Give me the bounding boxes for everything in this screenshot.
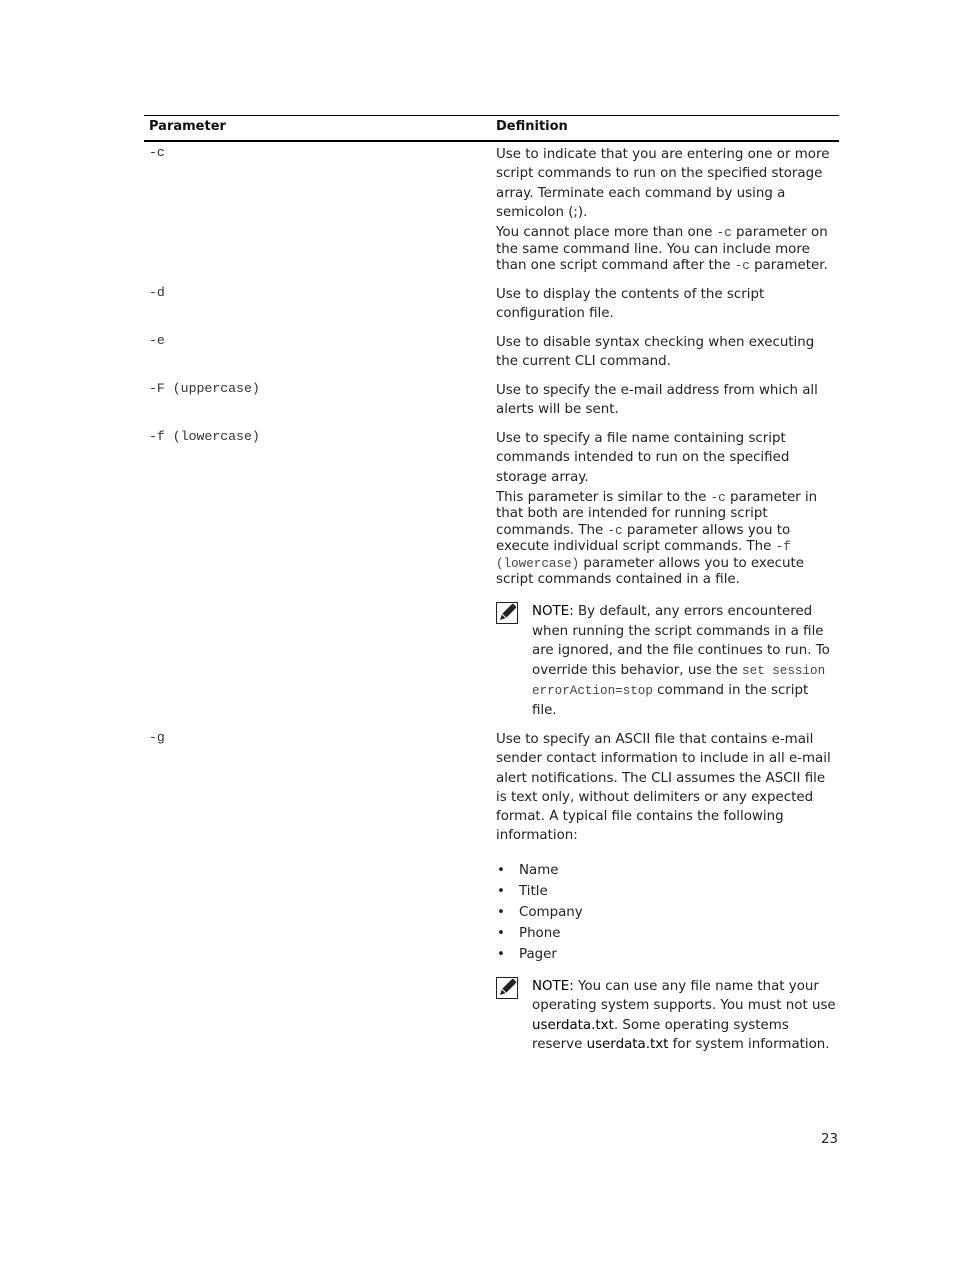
- definition-text: Use to specify an ASCII file that contains e-mail sender contact information to include in all e-mail alert notifications. The CLI assumes the ASCII file is text only, without delimiters or any expected format. A typical file contains the following information:: [496, 732, 831, 844]
- text-span: . Some operating systems reserve: [532, 1017, 789, 1052]
- bullet-icon: •: [497, 862, 505, 878]
- text-span: command in the script file.: [532, 682, 809, 719]
- parameter-name: -f (lowercase): [149, 429, 260, 444]
- note-label: NOTE:: [532, 604, 574, 620]
- list-item: [496, 881, 836, 902]
- list-item: [496, 860, 836, 881]
- text-span: parameter allows you to execute script commands contained in a file.: [496, 555, 805, 587]
- header-definition: Definition: [496, 119, 568, 134]
- list-item: [496, 944, 836, 965]
- text-span: for system information.: [668, 1037, 830, 1052]
- text-span: You cannot place more than one: [496, 225, 717, 241]
- note-text: [532, 602, 836, 720]
- definition-cell: [496, 381, 836, 420]
- list-item: [496, 923, 836, 944]
- page-number: 23: [820, 1132, 838, 1147]
- text-span: This parameter is similar to the: [496, 489, 711, 505]
- bullet-list: [496, 860, 836, 965]
- definition-text: Use to indicate that you are entering one or more script commands to run on the specified storage array. Terminate each command by using a semicolon (;).: [496, 147, 830, 220]
- definition-text: [496, 225, 836, 274]
- text-span: parameter.: [749, 258, 828, 273]
- filename-text: userdata.txt: [532, 1017, 614, 1033]
- list-item-text: Name: [519, 862, 559, 878]
- definition-text: Use to specify the e-mail address from which all alerts will be sent.: [496, 383, 818, 418]
- text-span: parameter in that both are intended for running script commands. The: [496, 489, 818, 538]
- text-span: You can use any file name that your operating system supports. You must not use: [532, 978, 836, 1014]
- list-item-text: Phone: [519, 925, 561, 941]
- definition-cell: [496, 285, 836, 324]
- header-parameter: Parameter: [149, 119, 226, 134]
- definition-text: Use to display the contents of the script configuration file.: [496, 287, 765, 322]
- bullet-icon: •: [497, 925, 505, 941]
- inline-code: set session errorAction=stop: [532, 663, 826, 698]
- inline-code: -f (lowercase): [496, 540, 791, 571]
- table-header-rule: [144, 140, 839, 142]
- definition-text: [496, 490, 836, 588]
- definition-cell: [496, 730, 836, 1054]
- note-block: [496, 977, 836, 1055]
- parameter-name: -d: [149, 285, 165, 300]
- inline-code: -c: [716, 226, 732, 241]
- note-label: NOTE:: [532, 978, 574, 994]
- definition-cell: [496, 145, 836, 274]
- filename-text: userdata.txt: [586, 1037, 669, 1052]
- text-span: By default, any errors encountered when running the script commands in a file are ignored, and the file continues to run. To override this behavior, use the: [532, 604, 830, 678]
- parameter-name: -F (uppercase): [149, 381, 260, 396]
- definition-cell: [496, 429, 836, 721]
- inline-code: -c: [607, 523, 623, 538]
- note-pencil-icon: [496, 977, 518, 999]
- note-pencil-icon: [496, 602, 518, 624]
- note-text: [532, 977, 836, 1055]
- definition-cell: [496, 333, 836, 372]
- bullet-icon: •: [497, 904, 505, 920]
- parameter-name: -c: [149, 145, 165, 160]
- inline-code: -c: [734, 259, 750, 273]
- list-item-text: Title: [519, 883, 548, 899]
- parameter-name: -e: [149, 333, 165, 348]
- parameter-name: -g: [149, 730, 165, 745]
- list-item-text: Pager: [519, 946, 557, 962]
- table-header-row: [144, 116, 839, 140]
- text-span: parameter allows you to execute individual script commands. The: [496, 522, 791, 555]
- list-item: [496, 902, 836, 923]
- note-block: [496, 602, 836, 720]
- inline-code: -c: [710, 490, 726, 505]
- definition-text: Use to disable syntax checking when executing the current CLI command.: [496, 335, 815, 370]
- definition-text: Use to specify a file name containing script commands intended to run on the specified storage array.: [496, 431, 790, 485]
- bullet-icon: •: [497, 946, 505, 962]
- text-span: parameter on the same command line. You can include more than one script command after the: [496, 225, 828, 273]
- bullet-icon: •: [497, 883, 505, 899]
- list-item-text: Company: [519, 904, 583, 920]
